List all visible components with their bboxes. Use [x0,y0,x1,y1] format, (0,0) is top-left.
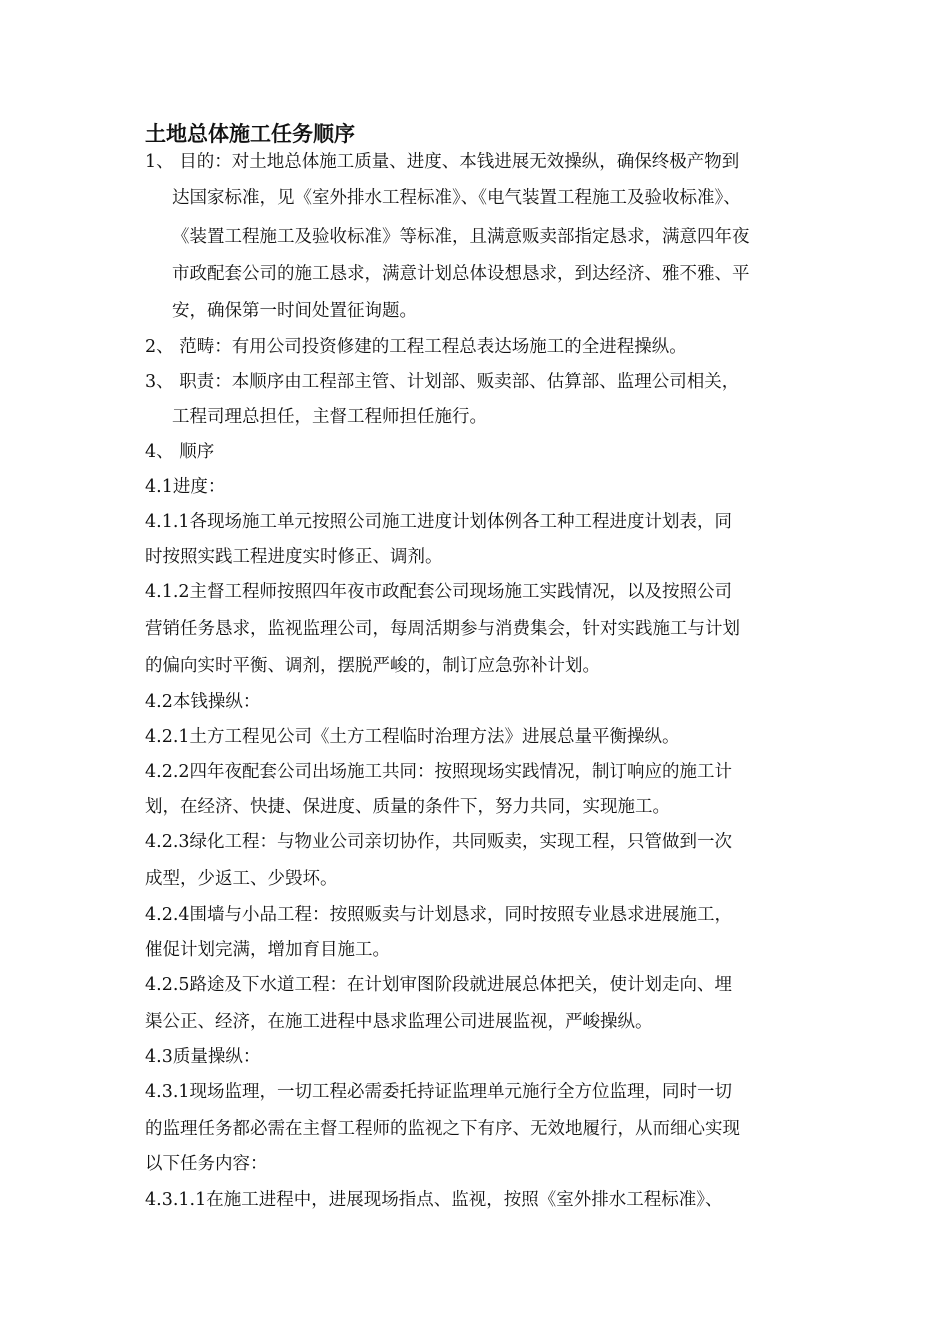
text-line: 4.2.2四年夜配套公司出场施工共同：按照现场实践情况，制订响应的施工计 [145,762,733,782]
text-line: 营销任务恳求，监视监理公司，每周活期参与消费集会，针对实践施工与计划 [145,619,740,639]
text-line: 催促计划完满，增加育目施工。 [145,940,390,960]
text-line: 渠公正、经济，在施工进程中恳求监理公司进展监视，严峻操纵。 [145,1012,653,1032]
text-line: 2、 范畴：有用公司投资修建的工程工程总表达场施工的全进程操纵。 [145,337,687,357]
document-title: 土地总体施工任务顺序 [145,122,355,146]
text-line: 4.3.1现场监理，一切工程必需委托持证监理单元施行全方位监理，同时一切 [145,1082,733,1102]
text-line: 时按照实践工程进度实时修正、调剂。 [145,547,443,567]
text-line: 3、 职责：本顺序由工程部主管、计划部、贩卖部、估算部、监理公司相关， [145,372,740,392]
text-line: 4.2.3绿化工程：与物业公司亲切协作，共同贩卖，实现工程，只管做到一次 [145,832,733,852]
text-line: 达国家标准，见《室外排水工程标准》、《电气装置工程施工及验收标准》、 [172,188,741,208]
text-line: 安，确保第一时间处置征询题。 [172,301,417,321]
text-line: 工程司理总担任，主督工程师担任施行。 [172,407,487,427]
text-line: 4.3质量操纵： [145,1047,261,1067]
text-line: 以下任务内容： [145,1154,268,1174]
text-line: 划，在经济、快捷、保进度、质量的条件下，努力共同，实现施工。 [145,797,670,817]
text-line: 4.1.2主督工程师按照四年夜市政配套公司现场施工实践情况，以及按照公司 [145,582,733,602]
text-line: 成型，少返工、少毁坏。 [145,869,338,889]
text-line: 4.2本钱操纵： [145,692,261,712]
text-line: 的监理任务都必需在主督工程师的监视之下有序、无效地履行，从而细心实现 [145,1119,740,1139]
text-line: 4.2.5路途及下水道工程：在计划审图阶段就进展总体把关，使计划走向、埋 [145,975,733,995]
text-line: 4.2.1土方工程见公司《土方工程临时治理方法》进展总量平衡操纵。 [145,727,680,747]
text-line: 4、 顺序 [145,442,215,462]
text-line: 4.1.1各现场施工单元按照公司施工进度计划体例各工种工程进度计划表，同 [145,512,733,532]
text-line: 4.3.1.1在施工进程中，进展现场指点、监视，按照《室外排水工程标准》、 [145,1190,723,1210]
text-line: 的偏向实时平衡、调剂，摆脱严峻的，制订应急弥补计划。 [145,656,600,676]
text-line: 4.1进度： [145,477,226,497]
text-line: 4.2.4围墙与小品工程：按照贩卖与计划恳求，同时按照专业恳求进展施工， [145,905,733,925]
text-line: 1、 目的：对土地总体施工质量、进度、本钱进展无效操纵，确保终极产物到 [145,152,740,172]
text-line: 市政配套公司的施工恳求，满意计划总体设想恳求，到达经济、雅不雅、平 [172,264,750,284]
text-line: 《装置工程施工及验收标准》等标准，且满意贩卖部指定恳求，满意四年夜 [172,227,750,247]
